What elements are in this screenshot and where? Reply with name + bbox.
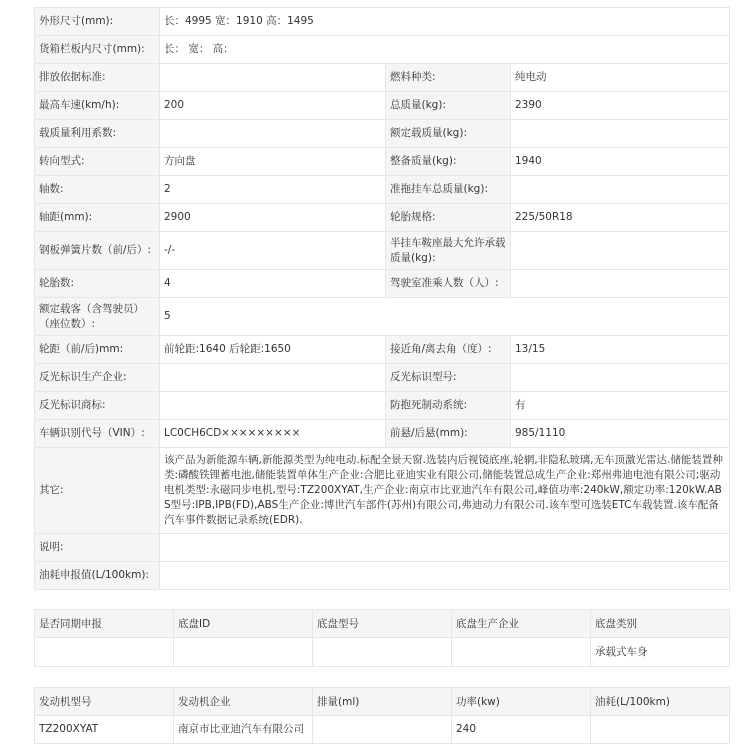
- engine-header-row: [35, 688, 730, 716]
- vin-value: LC0CH6CD×××××××××: [160, 420, 386, 448]
- spec-row-reflector-maker: [35, 364, 730, 392]
- chassis-cell-id: [174, 638, 313, 667]
- spec-row-speed: [35, 92, 730, 120]
- note-label: 说明:: [35, 534, 160, 562]
- chassis-cell-model: [313, 638, 452, 667]
- spec-row-tires: [35, 270, 730, 298]
- spec-row-note: [35, 534, 730, 562]
- engine-cell-displacement: [313, 716, 452, 744]
- spec-row-seats: [35, 298, 730, 336]
- spec-row-emission: [35, 64, 730, 92]
- leaf-spring-label: 钢板弹簧片数（前/后）:: [35, 232, 160, 270]
- engine-header-fuel-consumption: 油耗(L/100km): [591, 688, 730, 716]
- chassis-header-simultaneous: 是否同期申报: [35, 610, 174, 638]
- reflector-brand-label: 反光标识商标:: [35, 392, 160, 420]
- engine-header-power: 功率(kw): [452, 688, 591, 716]
- chassis-header-row: [35, 610, 730, 638]
- curb-mass-label: 整备质量(kg):: [386, 148, 511, 176]
- wheelbase-label: 轴距(mm):: [35, 204, 160, 232]
- reflector-maker-label: 反光标识生产企业:: [35, 364, 160, 392]
- chassis-cell-maker: [452, 638, 591, 667]
- reflector-model-value: [511, 364, 730, 392]
- fuel-type-value: 纯电动: [511, 64, 730, 92]
- chassis-header-id: 底盘ID: [174, 610, 313, 638]
- other-label: 其它:: [35, 448, 160, 534]
- wheelbase-value: 2900: [160, 204, 386, 232]
- load-util-value: [160, 120, 386, 148]
- emission-standard-label: 排放依据标准:: [35, 64, 160, 92]
- seats-label: 额定载客（含驾驶员）（座位数）:: [35, 298, 160, 336]
- rated-load-label: 额定载质量(kg):: [386, 120, 511, 148]
- spec-row-steering: [35, 148, 730, 176]
- spec-row-load: [35, 120, 730, 148]
- spec-row-vin: [35, 420, 730, 448]
- reflector-maker-value: [160, 364, 386, 392]
- dimensions-value: 长：4995 宽：1910 高：1495: [160, 8, 730, 36]
- spec-row-axles: [35, 176, 730, 204]
- engine-cell-maker: 南京市比亚迪汽车有限公司: [174, 716, 313, 744]
- engine-header-maker: 发动机企业: [174, 688, 313, 716]
- seats-value: 5: [160, 298, 730, 336]
- spec-row-dimensions: [35, 8, 730, 36]
- axles-label: 轴数:: [35, 176, 160, 204]
- spec-row-cargo-box: [35, 36, 730, 64]
- max-speed-value: 200: [160, 92, 386, 120]
- chassis-header-maker: 底盘生产企业: [452, 610, 591, 638]
- rated-load-value: [511, 120, 730, 148]
- steering-label: 转向型式:: [35, 148, 160, 176]
- note-value: [160, 534, 730, 562]
- trailer-mass-label: 准拖挂车总质量(kg):: [386, 176, 511, 204]
- tire-count-label: 轮胎数:: [35, 270, 160, 298]
- max-speed-label: 最高车速(km/h):: [35, 92, 160, 120]
- engine-cell-power: 240: [452, 716, 591, 744]
- axles-value: 2: [160, 176, 386, 204]
- semi-trailer-label: 半挂车鞍座最大允许承载质量(kg):: [386, 232, 511, 270]
- spec-row-wheelbase: [35, 204, 730, 232]
- chassis-header-category: 底盘类别: [591, 610, 730, 638]
- chassis-cell-category: 承载式车身: [591, 638, 730, 667]
- cargo-box-value: 长： 宽： 高：: [160, 36, 730, 64]
- fuel-type-label: 燃料种类:: [386, 64, 511, 92]
- abs-label: 防抱死制动系统:: [386, 392, 511, 420]
- curb-mass-value: 1940: [511, 148, 730, 176]
- chassis-cell-simultaneous: [35, 638, 174, 667]
- approach-angle-value: 13/15: [511, 336, 730, 364]
- vehicle-spec-table: [34, 7, 730, 590]
- spec-row-fuel-consumption: [35, 562, 730, 590]
- cargo-box-label: 货箱栏板内尺寸(mm):: [35, 36, 160, 64]
- spec-row-leaf-spring: [35, 232, 730, 270]
- vin-label: 车辆识别代号（VIN）:: [35, 420, 160, 448]
- tire-count-value: 4: [160, 270, 386, 298]
- load-util-label: 载质量利用系数:: [35, 120, 160, 148]
- engine-cell-fuel-consumption: [591, 716, 730, 744]
- engine-table: [34, 687, 730, 744]
- approach-angle-label: 接近角/离去角（度）:: [386, 336, 511, 364]
- overhang-value: 985/1110: [511, 420, 730, 448]
- overhang-label: 前悬/后悬(mm):: [386, 420, 511, 448]
- chassis-data-row: [35, 638, 730, 667]
- tire-spec-value: 225/50R18: [511, 204, 730, 232]
- dimensions-label: 外形尺寸(mm):: [35, 8, 160, 36]
- leaf-spring-value: -/-: [160, 232, 386, 270]
- tire-spec-label: 轮胎规格:: [386, 204, 511, 232]
- reflector-model-label: 反光标识型号:: [386, 364, 511, 392]
- emission-standard-value: [160, 64, 386, 92]
- steering-value: 方向盘: [160, 148, 386, 176]
- spec-row-reflector-brand: [35, 392, 730, 420]
- reflector-brand-value: [160, 392, 386, 420]
- chassis-header-model: 底盘型号: [313, 610, 452, 638]
- spec-row-other: [35, 448, 730, 534]
- total-mass-label: 总质量(kg):: [386, 92, 511, 120]
- engine-data-row: [35, 716, 730, 744]
- chassis-table: [34, 609, 730, 667]
- track-label: 轮距（前/后)mm:: [35, 336, 160, 364]
- track-value: 前轮距:1640 后轮距:1650: [160, 336, 386, 364]
- abs-value: 有: [511, 392, 730, 420]
- total-mass-value: 2390: [511, 92, 730, 120]
- fuel-consumption-label: 油耗申报值(L/100km):: [35, 562, 160, 590]
- cab-passengers-label: 驾驶室准乘人数（人）:: [386, 270, 511, 298]
- engine-header-model: 发动机型号: [35, 688, 174, 716]
- cab-passengers-value: [511, 270, 730, 298]
- trailer-mass-value: [511, 176, 730, 204]
- engine-header-displacement: 排量(ml): [313, 688, 452, 716]
- other-value: 该产品为新能源车辆,新能源类型为纯电动.标配全景天窗.选装内后视镜底座,轮辋,非隐私玻璃,无车顶激光雷达.储能装置种类:磷酸铁锂蓄电池,储能装置单体生产企业:合肥比亚迪实业有限公司,储能装置总成生产企业:郑州弗迪电池有限公司;驱动电机类型:永磁同步电机,型号:TZ200XYAT,生产企业:南京市比亚迪汽车有限公司,峰值功率:240kW,额定功率:120kW.ABS型号:IPB,IPB(FD),ABS生产企业:博世汽车部件(苏州)有限公司,弗迪动力有限公司.该车型可选装ETC车载装置.该车配备汽车事件数据记录系统(EDR).: [160, 448, 730, 534]
- fuel-consumption-value: [160, 562, 730, 590]
- spec-row-track: [35, 336, 730, 364]
- engine-cell-model: TZ200XYAT: [35, 716, 174, 744]
- semi-trailer-value: [511, 232, 730, 270]
